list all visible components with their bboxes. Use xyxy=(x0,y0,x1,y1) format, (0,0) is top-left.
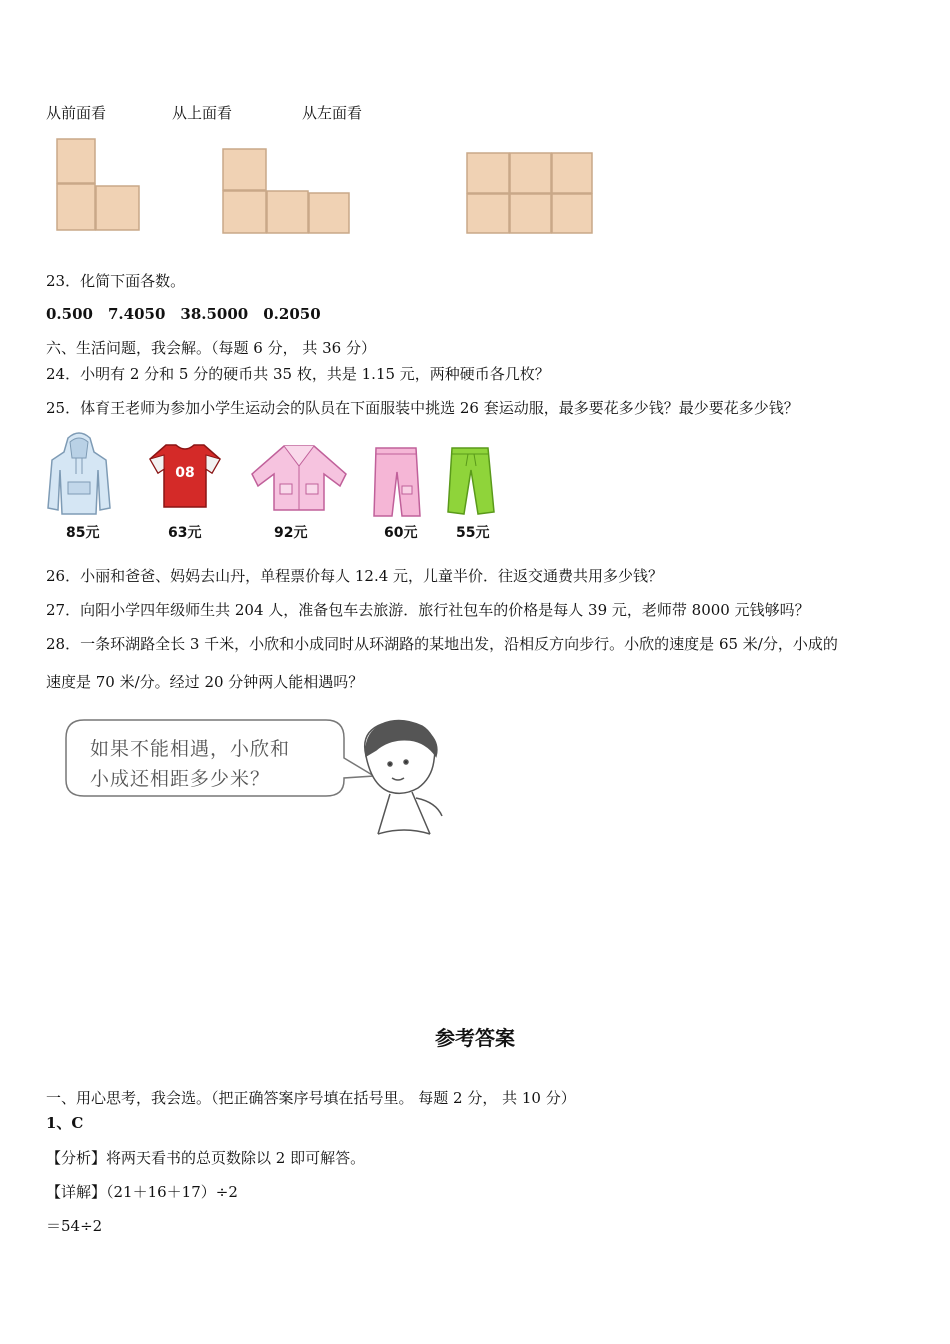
section-6-heading: 六、生活问题，我会解。（每题 6 分， 共 36 分） xyxy=(46,339,376,357)
question-27: 27．向阳小学四年级师生共 204 人，准备包车去旅游．旅行社包车的价格是每人 39 元，老师带 8000 元钱够吗？ xyxy=(46,601,810,619)
svg-text:08: 08 xyxy=(175,465,195,481)
view-label-front: 从前面看 xyxy=(46,104,107,122)
answer-1: 1、C xyxy=(46,1114,84,1132)
left-view-figure xyxy=(466,152,596,236)
bubble-line2: 小成还相距多少米？ xyxy=(90,768,271,790)
question-26: 26．小丽和爸爸、妈妈去山丹，单程票价每人 12.4 元，儿童半价．往返交通费共用多少钱？ xyxy=(46,567,664,585)
question-23: 23．化简下面各数。 xyxy=(46,272,186,290)
question-24: 24．小明有 2 分和 5 分的硬币共 35 枚，共是 1.15 元，两种硬币各几枚？ xyxy=(46,365,550,383)
view-label-top: 从上面看 xyxy=(172,104,233,122)
price-green-pants: 55元 xyxy=(456,525,490,541)
answer-1-detail: 【详解】（21＋16＋17）÷2 xyxy=(46,1183,238,1201)
boy-icon xyxy=(365,720,442,834)
bubble-line1: 如果不能相遇，小欣和 xyxy=(90,738,291,760)
hoodie-icon xyxy=(46,430,112,516)
top-view-figure xyxy=(222,148,354,238)
front-view-figure xyxy=(56,138,146,234)
question-25: 25．体育王老师为参加小学生运动会的队员在下面服装中挑选 26 套运动服，最多要花多少钱？最少要花多少钱？ xyxy=(46,399,799,417)
price-hoodie: 85元 xyxy=(66,525,100,541)
answers-title: 参考答案 xyxy=(435,1026,515,1050)
jacket-icon xyxy=(250,444,348,512)
answers-section-1: 一、用心思考，我会选。（把正确答案序号填在括号里。 每题 2 分， 共 10 分） xyxy=(46,1089,576,1107)
price-pink-pants: 60元 xyxy=(384,525,418,541)
green-pants-icon xyxy=(446,446,496,516)
view-label-left: 从左面看 xyxy=(302,104,363,122)
pink-pants-icon xyxy=(372,446,422,518)
answer-1-step: ＝54÷2 xyxy=(46,1217,103,1235)
question-23-numbers: 0.500 7.4050 38.5000 0.2050 xyxy=(46,305,321,323)
price-jacket: 92元 xyxy=(274,525,308,541)
question-28-line1: 28．一条环湖路全长 3 千米，小欣和小成同时从环湖路的某地出发，沿相反方向步行。小欣的速度是 65 米/分，小成的 xyxy=(46,635,838,653)
price-tshirt: 63元 xyxy=(168,525,202,541)
question-28-line2: 速度是 70 米/分。经过 20 分钟两人能相遇吗？ xyxy=(46,673,364,691)
tshirt-icon xyxy=(148,443,222,509)
answer-1-analysis: 【分析】将两天看书的总页数除以 2 即可解答。 xyxy=(46,1149,366,1167)
